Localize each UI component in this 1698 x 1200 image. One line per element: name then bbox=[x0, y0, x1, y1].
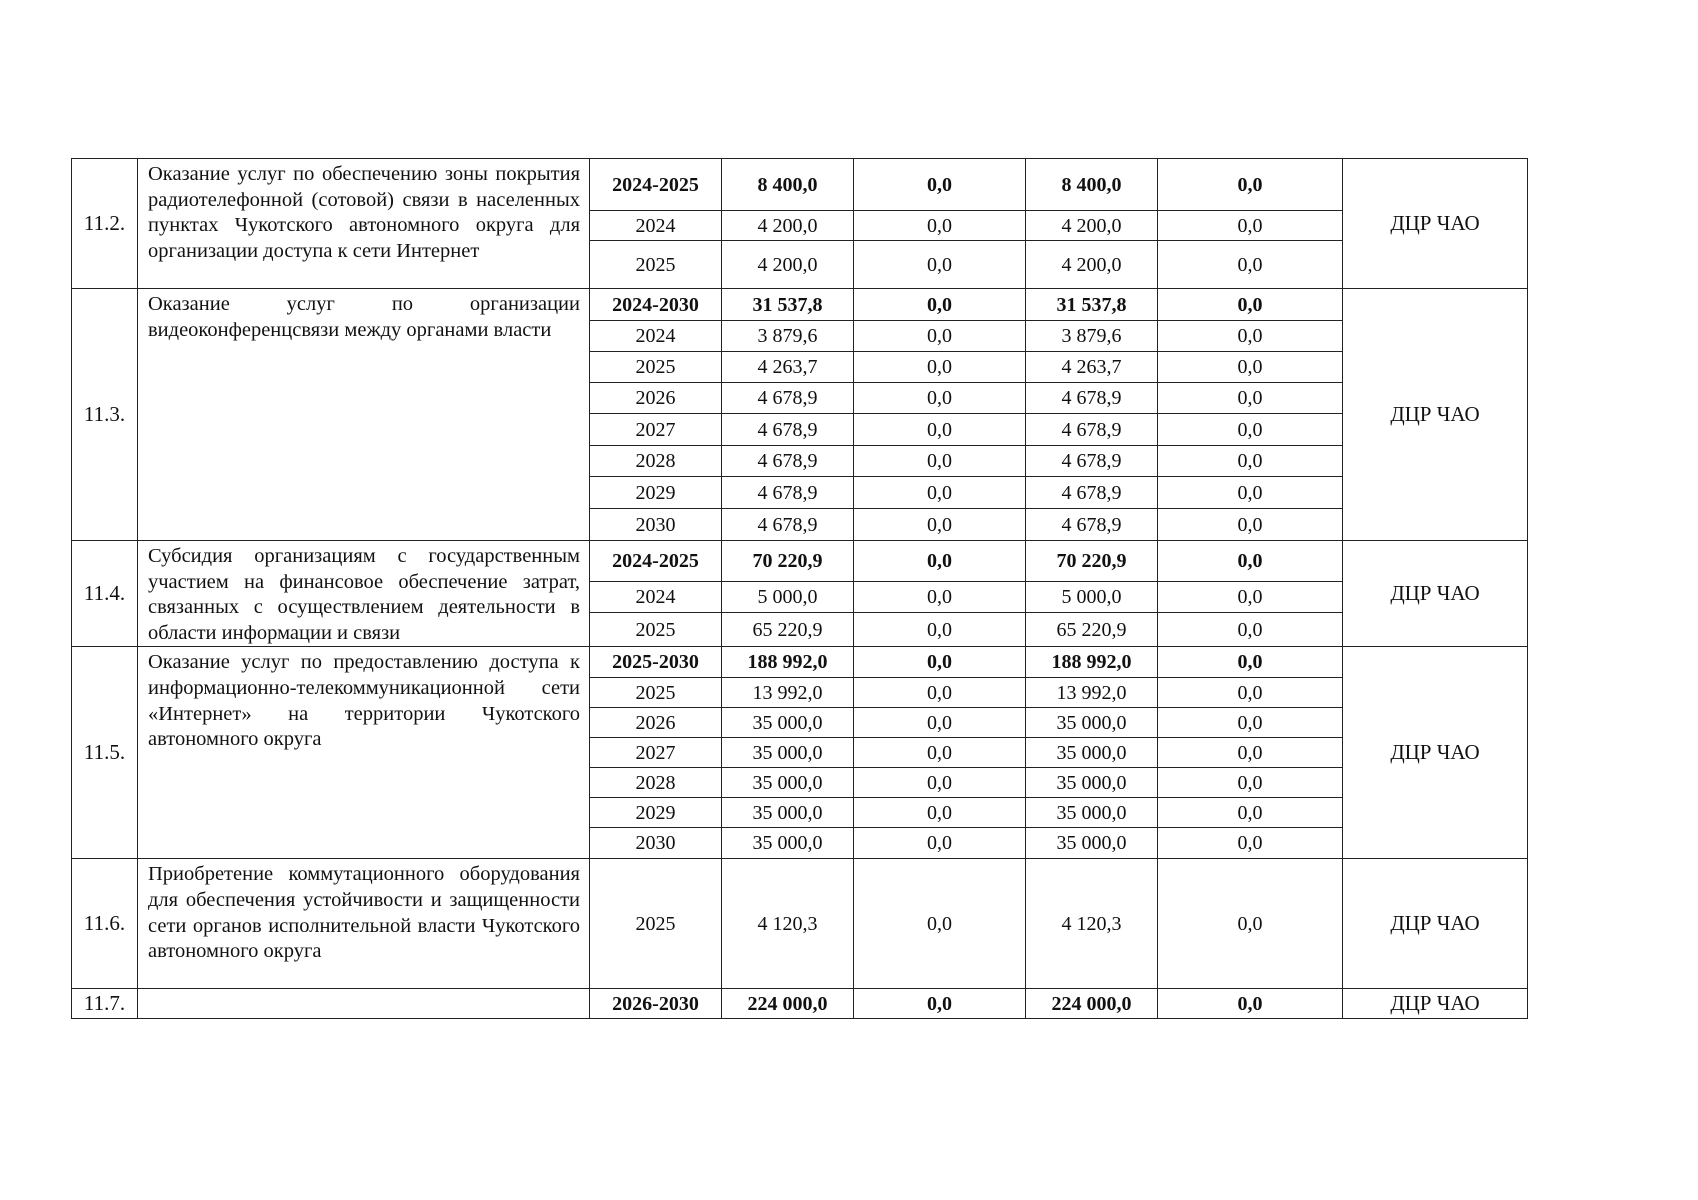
other-cell: 0,0 bbox=[1158, 541, 1343, 582]
responsible-executor: ДЦР ЧАО bbox=[1343, 159, 1528, 289]
item-number: 11.4. bbox=[72, 541, 138, 647]
federal-cell: 0,0 bbox=[854, 211, 1026, 241]
other-cell: 0,0 bbox=[1158, 414, 1343, 446]
regional-cell: 5 000,0 bbox=[1026, 582, 1158, 613]
total-cell: 4 200,0 bbox=[722, 241, 854, 289]
period-cell: 2024 bbox=[590, 211, 722, 241]
federal-cell: 0,0 bbox=[854, 738, 1026, 768]
other-cell: 0,0 bbox=[1158, 647, 1343, 678]
item-number: 11.7. bbox=[72, 989, 138, 1019]
total-cell: 4 678,9 bbox=[722, 446, 854, 477]
total-cell: 35 000,0 bbox=[722, 828, 854, 859]
item-description: Оказание услуг по обеспечению зоны покрытия радиотелефонной (сотовой) связи в населенных пунктах Чукотского автономного округа для организации доступа к сети Интернет bbox=[138, 159, 590, 289]
federal-cell: 0,0 bbox=[854, 859, 1026, 989]
table-row bbox=[72, 859, 1528, 989]
regional-cell: 3 879,6 bbox=[1026, 321, 1158, 352]
period-cell: 2025 bbox=[590, 352, 722, 383]
table-row bbox=[72, 989, 1528, 1019]
period-cell: 2030 bbox=[590, 828, 722, 859]
period-cell: 2028 bbox=[590, 768, 722, 798]
total-cell: 70 220,9 bbox=[722, 541, 854, 582]
total-cell: 35 000,0 bbox=[722, 708, 854, 738]
total-cell: 35 000,0 bbox=[722, 798, 854, 828]
federal-cell: 0,0 bbox=[854, 541, 1026, 582]
regional-cell: 4 678,9 bbox=[1026, 414, 1158, 446]
other-cell: 0,0 bbox=[1158, 859, 1343, 989]
total-cell: 31 537,8 bbox=[722, 289, 854, 321]
other-cell: 0,0 bbox=[1158, 446, 1343, 477]
total-cell: 3 879,6 bbox=[722, 321, 854, 352]
total-cell: 5 000,0 bbox=[722, 582, 854, 613]
federal-cell: 0,0 bbox=[854, 159, 1026, 211]
responsible-executor: ДЦР ЧАО bbox=[1343, 647, 1528, 859]
regional-cell: 35 000,0 bbox=[1026, 798, 1158, 828]
period-cell: 2027 bbox=[590, 738, 722, 768]
regional-cell: 4 263,7 bbox=[1026, 352, 1158, 383]
regional-cell: 35 000,0 bbox=[1026, 768, 1158, 798]
period-cell: 2029 bbox=[590, 798, 722, 828]
period-cell: 2026 bbox=[590, 383, 722, 414]
federal-cell: 0,0 bbox=[854, 989, 1026, 1019]
regional-cell: 8 400,0 bbox=[1026, 159, 1158, 211]
federal-cell: 0,0 bbox=[854, 828, 1026, 859]
total-cell: 4 678,9 bbox=[722, 383, 854, 414]
regional-cell: 4 678,9 bbox=[1026, 446, 1158, 477]
federal-cell: 0,0 bbox=[854, 477, 1026, 509]
total-cell: 4 200,0 bbox=[722, 211, 854, 241]
other-cell: 0,0 bbox=[1158, 989, 1343, 1019]
regional-cell: 4 200,0 bbox=[1026, 211, 1158, 241]
total-cell: 8 400,0 bbox=[722, 159, 854, 211]
item-number: 11.2. bbox=[72, 159, 138, 289]
item-number: 11.5. bbox=[72, 647, 138, 859]
other-cell: 0,0 bbox=[1158, 678, 1343, 708]
total-cell: 35 000,0 bbox=[722, 768, 854, 798]
period-cell: 2024 bbox=[590, 582, 722, 613]
item-description: Оказание услуг по предоставлению доступа к информационно-телекоммуникационной сети «Интернет» на территории Чукотского автономного округа bbox=[138, 647, 590, 859]
table-row bbox=[72, 159, 1528, 211]
responsible-executor: ДЦР ЧАО bbox=[1343, 859, 1528, 989]
total-cell: 188 992,0 bbox=[722, 647, 854, 678]
total-cell: 13 992,0 bbox=[722, 678, 854, 708]
period-cell: 2026-2030 bbox=[590, 989, 722, 1019]
federal-cell: 0,0 bbox=[854, 446, 1026, 477]
regional-cell: 224 000,0 bbox=[1026, 989, 1158, 1019]
period-cell: 2025 bbox=[590, 859, 722, 989]
table-row bbox=[72, 647, 1528, 678]
period-cell: 2024-2025 bbox=[590, 159, 722, 211]
regional-cell: 65 220,9 bbox=[1026, 613, 1158, 647]
period-cell: 2024 bbox=[590, 321, 722, 352]
regional-cell: 4 678,9 bbox=[1026, 383, 1158, 414]
period-cell: 2029 bbox=[590, 477, 722, 509]
regional-cell: 31 537,8 bbox=[1026, 289, 1158, 321]
federal-cell: 0,0 bbox=[854, 414, 1026, 446]
regional-cell: 35 000,0 bbox=[1026, 828, 1158, 859]
total-cell: 224 000,0 bbox=[722, 989, 854, 1019]
other-cell: 0,0 bbox=[1158, 768, 1343, 798]
period-cell: 2024-2030 bbox=[590, 289, 722, 321]
federal-cell: 0,0 bbox=[854, 289, 1026, 321]
other-cell: 0,0 bbox=[1158, 738, 1343, 768]
other-cell: 0,0 bbox=[1158, 582, 1343, 613]
period-cell: 2024-2025 bbox=[590, 541, 722, 582]
total-cell: 4 678,9 bbox=[722, 414, 854, 446]
total-cell: 4 263,7 bbox=[722, 352, 854, 383]
other-cell: 0,0 bbox=[1158, 159, 1343, 211]
federal-cell: 0,0 bbox=[854, 768, 1026, 798]
regional-cell: 35 000,0 bbox=[1026, 738, 1158, 768]
other-cell: 0,0 bbox=[1158, 211, 1343, 241]
federal-cell: 0,0 bbox=[854, 383, 1026, 414]
regional-cell: 70 220,9 bbox=[1026, 541, 1158, 582]
other-cell: 0,0 bbox=[1158, 477, 1343, 509]
federal-cell: 0,0 bbox=[854, 708, 1026, 738]
item-number: 11.3. bbox=[72, 289, 138, 541]
item-description: Субсидия организациям с государственным участием на финансовое обеспечение затрат, связанных с осуществлением деятельности в области информации и связи bbox=[138, 541, 590, 647]
regional-cell: 188 992,0 bbox=[1026, 647, 1158, 678]
other-cell: 0,0 bbox=[1158, 708, 1343, 738]
other-cell: 0,0 bbox=[1158, 383, 1343, 414]
item-description: Приобретение коммутационного оборудования для обеспечения устойчивости и защищенности сети органов исполнительной власти Чукотского автономного округа bbox=[138, 859, 590, 989]
federal-cell: 0,0 bbox=[854, 352, 1026, 383]
item-description bbox=[138, 989, 590, 1019]
table-row bbox=[72, 289, 1528, 321]
total-cell: 4 678,9 bbox=[722, 509, 854, 541]
total-cell: 4 120,3 bbox=[722, 859, 854, 989]
other-cell: 0,0 bbox=[1158, 321, 1343, 352]
federal-cell: 0,0 bbox=[854, 647, 1026, 678]
period-cell: 2028 bbox=[590, 446, 722, 477]
responsible-executor: ДЦР ЧАО bbox=[1343, 289, 1528, 541]
other-cell: 0,0 bbox=[1158, 289, 1343, 321]
regional-cell: 4 678,9 bbox=[1026, 509, 1158, 541]
responsible-executor: ДЦР ЧАО bbox=[1343, 541, 1528, 647]
other-cell: 0,0 bbox=[1158, 241, 1343, 289]
other-cell: 0,0 bbox=[1158, 509, 1343, 541]
period-cell: 2025 bbox=[590, 613, 722, 647]
period-cell: 2030 bbox=[590, 509, 722, 541]
period-cell: 2025 bbox=[590, 241, 722, 289]
item-description: Оказание услуг по организации видеоконференцсвязи между органами власти bbox=[138, 289, 590, 541]
period-cell: 2026 bbox=[590, 708, 722, 738]
total-cell: 65 220,9 bbox=[722, 613, 854, 647]
table-row bbox=[72, 541, 1528, 582]
federal-cell: 0,0 bbox=[854, 613, 1026, 647]
item-number: 11.6. bbox=[72, 859, 138, 989]
total-cell: 35 000,0 bbox=[722, 738, 854, 768]
regional-cell: 4 678,9 bbox=[1026, 477, 1158, 509]
regional-cell: 13 992,0 bbox=[1026, 678, 1158, 708]
federal-cell: 0,0 bbox=[854, 321, 1026, 352]
responsible-executor: ДЦР ЧАО bbox=[1343, 989, 1528, 1019]
federal-cell: 0,0 bbox=[854, 678, 1026, 708]
federal-cell: 0,0 bbox=[854, 241, 1026, 289]
period-cell: 2025 bbox=[590, 678, 722, 708]
regional-cell: 4 120,3 bbox=[1026, 859, 1158, 989]
federal-cell: 0,0 bbox=[854, 582, 1026, 613]
period-cell: 2025-2030 bbox=[590, 647, 722, 678]
other-cell: 0,0 bbox=[1158, 613, 1343, 647]
other-cell: 0,0 bbox=[1158, 798, 1343, 828]
other-cell: 0,0 bbox=[1158, 828, 1343, 859]
other-cell: 0,0 bbox=[1158, 352, 1343, 383]
period-cell: 2027 bbox=[590, 414, 722, 446]
regional-cell: 35 000,0 bbox=[1026, 708, 1158, 738]
federal-cell: 0,0 bbox=[854, 798, 1026, 828]
budget-table bbox=[71, 158, 1528, 1019]
total-cell: 4 678,9 bbox=[722, 477, 854, 509]
federal-cell: 0,0 bbox=[854, 509, 1026, 541]
regional-cell: 4 200,0 bbox=[1026, 241, 1158, 289]
